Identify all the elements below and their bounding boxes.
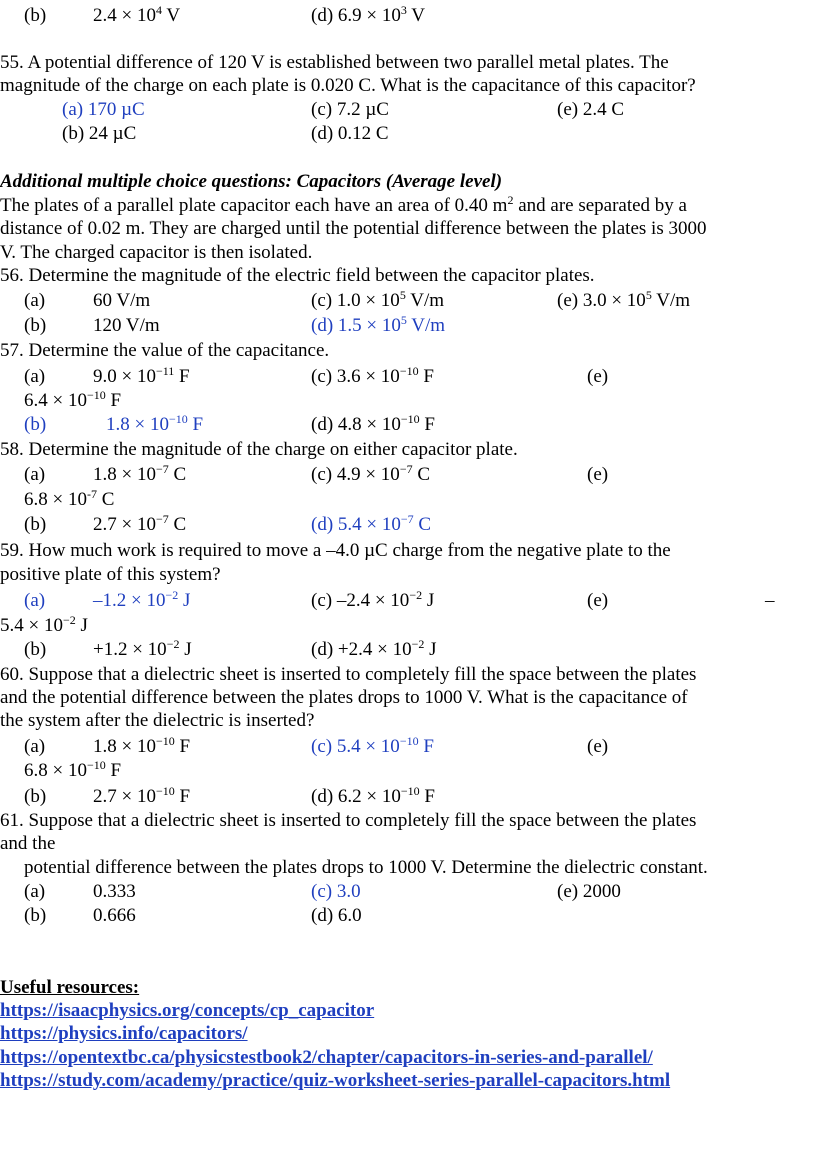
answer-option: (e) 2.4 C — [557, 99, 625, 120]
intro-line: V. The charged capacitor is then isolated. — [0, 242, 313, 263]
answer-option: $1.8 \times 10^{-7}$ C — [93, 462, 187, 485]
option-label: (b) — [24, 639, 47, 660]
resource-link[interactable]: https://isaacphysics.org/concepts/cp_capacitor — [0, 1000, 375, 1021]
answer-option-correct: (a) 170 µC — [62, 99, 145, 120]
answer-option: $(d) +2.4 \times 10^{-2}$ J — [311, 637, 437, 660]
option-label: (e) — [587, 736, 609, 757]
answer-option: (d) $4.8 \times 10^{-10}$ F — [311, 412, 435, 435]
answer-option: (c) $-2.4 \times 10^{-2}$ J — [311, 588, 435, 611]
question-55-line: magnitude of the charge on each plate is 0.020 C. What is the capacitance of this capacitor? — [0, 75, 696, 96]
question-59-line: positive plate of this system? — [0, 564, 221, 585]
resource-link-row[interactable] — [0, 1022, 248, 1046]
answer-option: (b) 24 µC — [62, 123, 137, 144]
question-55-line: 55. A potential difference of 120 V is established between two parallel metal plates. The — [0, 52, 669, 73]
intro-line: The plates of a parallel plate capacitor each have an area of 0.40 $m^2$ and are separated by a — [0, 193, 687, 216]
question-61-line: and the — [0, 833, 56, 854]
option-value: $2.4 \times 10^4$ V — [93, 3, 181, 26]
question-59-line: 59. How much work is required to move a –4.0 µC charge from the negative plate to the — [0, 540, 671, 561]
option-label: (e) — [587, 464, 609, 485]
answer-option: (d) $6.2 \times 10^{-10}$ F — [311, 784, 435, 807]
answer-option-correct: (d) $5.4 \times 10^{-7}$ C — [311, 512, 432, 535]
option-label: (b) — [24, 786, 47, 807]
question-60-line: the system after the dielectric is inserted? — [0, 710, 315, 731]
question-60-line: and the potential difference between the plates drops to 1000 V. What is the capacitance of — [0, 687, 688, 708]
answer-option: 0.666 — [93, 905, 136, 926]
answer-option: $+1.2 \times 10^{-2}$ J — [93, 637, 192, 660]
answer-option: $6.8 \times 10^{-7}$ C — [24, 487, 115, 510]
resource-link-row[interactable] — [0, 1069, 670, 1093]
answer-option: 60 V/m — [93, 290, 151, 311]
option-label: (b) — [24, 905, 47, 926]
resource-link[interactable]: https://opentextbc.ca/physicstestbook2/chapter/capacitors-in-series-and-parallel/ — [0, 1047, 653, 1068]
option-value: (d) $6.9 \times 10^3$ V — [311, 3, 426, 26]
option-label: (b) — [24, 5, 47, 26]
question-56-stem: 56. Determine the magnitude of the electric field between the capacitor plates. — [0, 265, 595, 286]
answer-option-correct: (d) $1.5 \times 10^5$ V/m — [311, 313, 446, 336]
option-label: (a) — [24, 881, 46, 902]
question-60-line: 60. Suppose that a dielectric sheet is inserted to completely fill the space between the plates — [0, 664, 697, 685]
question-57-stem: 57. Determine the value of the capacitance. — [0, 340, 330, 361]
option-label: (e) — [587, 366, 609, 387]
answer-option-correct: (c) 3.0 — [311, 881, 361, 902]
minus-sign: – — [765, 590, 775, 611]
option-label-correct: (a) — [24, 590, 46, 611]
answer-option: 120 V/m — [93, 315, 160, 336]
option-label: (a) — [24, 736, 46, 757]
answer-option: (e) $3.0 \times 10^5$ V/m — [557, 288, 690, 311]
question-61-line: potential difference between the plates drops to 1000 V. Determine the dielectric constant. — [24, 857, 708, 878]
option-label: (b) — [24, 315, 47, 336]
answer-option: 0.333 — [93, 881, 136, 902]
option-label: (e) — [587, 590, 609, 611]
resource-link-row[interactable] — [0, 1046, 653, 1070]
answer-option: $9.0 \times 10^{-11}$ F — [93, 364, 190, 387]
intro-line: distance of 0.02 m. They are charged until the potential difference between the plates is 3000 — [0, 218, 707, 239]
answer-option: (d) 6.0 — [311, 905, 362, 926]
section-heading: Additional multiple choice questions: Capacitors (Average level) — [0, 171, 503, 192]
resource-link[interactable]: https://study.com/academy/practice/quiz-worksheet-series-parallel-capacitors.html — [0, 1070, 671, 1091]
answer-option: $2.7 \times 10^{-10}$ F — [93, 784, 191, 807]
answer-option-correct: $1.8 \times 10^{-10}$ F — [106, 412, 204, 435]
answer-option: (c) $3.6 \times 10^{-10}$ F — [311, 364, 434, 387]
option-label-correct: (b) — [24, 414, 47, 435]
answer-option-correct: $-1.2 \times 10^{-2}$ J — [93, 588, 191, 611]
answer-option: (c) 7.2 µC — [311, 99, 389, 120]
answer-option: $1.8 \times 10^{-10}$ F — [93, 734, 191, 757]
resource-link-row[interactable] — [0, 999, 374, 1023]
answer-option: (c) $4.9 \times 10^{-7}$ C — [311, 462, 431, 485]
question-58-stem: 58. Determine the magnitude of the charge on either capacitor plate. — [0, 439, 518, 460]
resource-link[interactable]: https://physics.info/capacitors/ — [0, 1023, 248, 1044]
option-label: (a) — [24, 464, 46, 485]
question-61-line: 61. Suppose that a dielectric sheet is inserted to completely fill the space between the plates — [0, 810, 697, 831]
option-label: (a) — [24, 366, 46, 387]
answer-option: $5.4 \times 10^{-2}$ J — [0, 613, 88, 636]
answer-option-correct: (c) $5.4 \times 10^{-10}$ F — [311, 734, 434, 757]
answer-option: $6.4 \times 10^{-10}$ F — [24, 388, 122, 411]
answer-option: $2.7 \times 10^{-7}$ C — [93, 512, 187, 535]
answer-option: (d) 0.12 C — [311, 123, 389, 144]
resources-heading: Useful resources: — [0, 977, 140, 998]
option-label: (b) — [24, 514, 47, 535]
answer-option: (c) $1.0 \times 10^5$ V/m — [311, 288, 444, 311]
option-label: (a) — [24, 290, 46, 311]
answer-option: (e) 2000 — [557, 881, 621, 902]
answer-option: $6.8 \times 10^{-10}$ F — [24, 758, 122, 781]
